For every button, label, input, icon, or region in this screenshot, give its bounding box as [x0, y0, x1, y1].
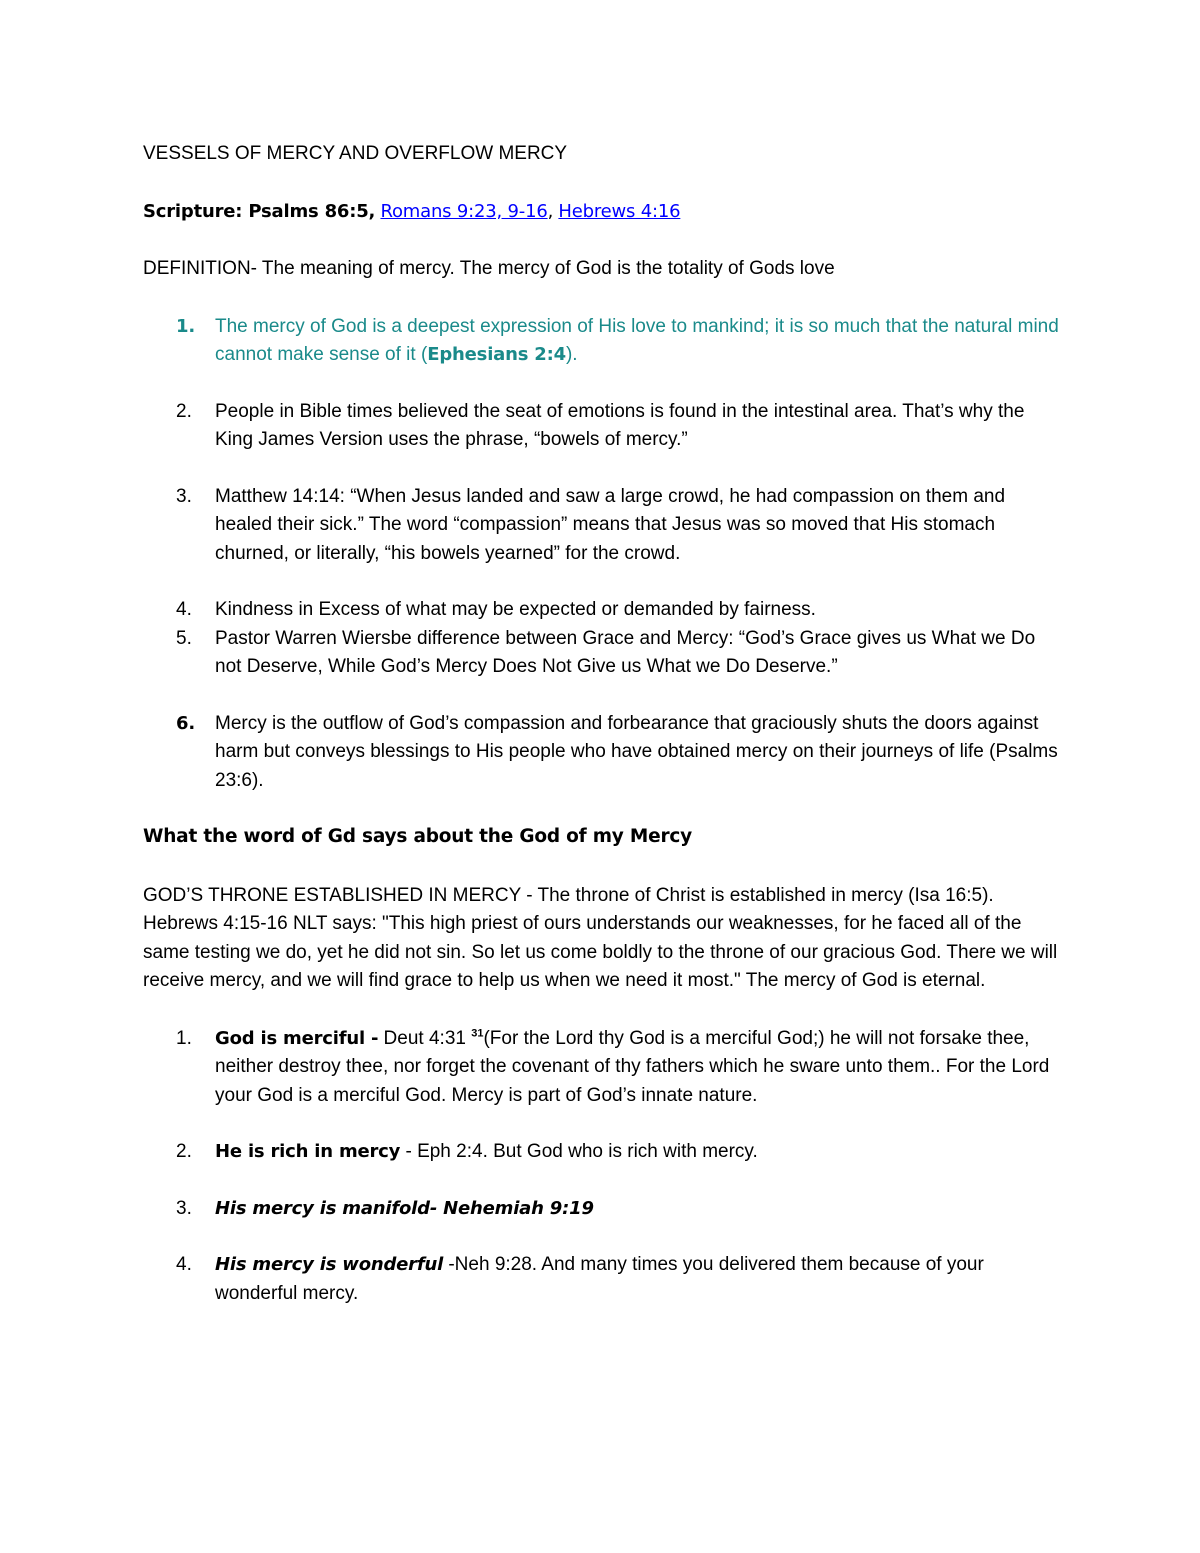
ephesians-reference: Ephesians 2:4 — [427, 344, 566, 365]
list-text — [215, 1251, 1063, 1308]
list-bold-lead: He is rich in mercy — [215, 1141, 401, 1162]
list-bold-lead: His mercy is wonderful — [215, 1254, 444, 1275]
list-number: 1. — [176, 315, 195, 337]
list-text — [215, 1025, 1063, 1111]
list-item — [143, 483, 1063, 569]
list-item — [143, 625, 1063, 682]
verse-number: 31 — [471, 1027, 484, 1040]
list-number: 2. — [176, 1141, 192, 1162]
list-item — [143, 596, 1063, 625]
list-item — [143, 398, 1063, 455]
list-number: 4. — [176, 599, 192, 620]
list-text-part: -Neh 9:28. And many times you delivered them because of your wonderful mercy. — [215, 1254, 984, 1304]
list-text: Kindness in Excess of what may be expected or demanded by fairness. — [215, 599, 816, 620]
list-text — [215, 1138, 1063, 1167]
list-number: 3. — [176, 485, 192, 507]
list-text — [215, 313, 1063, 370]
list-number: 4. — [176, 1254, 192, 1275]
list-text-part: The mercy of God is a deepest expression of His love to mankind; it is so much that the natural mind cannot make sense of it ( — [215, 315, 1059, 365]
list-text: Pastor Warren Wiersbe difference between Grace and Mercy: “God’s Grace gives us What we Do not Deserve, While God’s Mercy Does Not Give us What we Do Deserve.” — [215, 627, 1036, 677]
list-text: Matthew 14:14: “When Jesus landed and saw a large crowd, he had compassion on them and healed their sick.” The word “compassion” means that Jesus was so moved that His stomach churned, or literally, “his bowels yearned” for the crowd. — [215, 485, 1006, 564]
list-text: His mercy is manifold- Nehemiah 9:19 — [215, 1197, 594, 1219]
list-number: 3. — [176, 1197, 192, 1219]
list-text: People in Bible times believed the seat of emotions is found in the intestinal area. That’s why the King James Version uses the phrase, “bowels of mercy.” — [215, 400, 1025, 450]
list-item — [143, 710, 1063, 796]
list-text: Mercy is the outflow of God’s compassion and forbearance that graciously shuts the doors against harm but conveys blessings to His people who have obtained mercy on their journeys of life (Psalms 23:6). — [215, 712, 1058, 791]
list-bold-lead: God is merciful - — [215, 1027, 379, 1049]
list-item — [143, 1025, 1063, 1111]
definition-paragraph: DEFINITION- The meaning of mercy. The mercy of God is the totality of Gods love — [143, 258, 835, 279]
list-text-part: Deut 4:31 — [378, 1027, 472, 1049]
list-text-part: - Eph 2:4. But God who is rich with mercy. — [400, 1141, 758, 1162]
scripture-line — [143, 198, 1063, 227]
romans-link[interactable]: Romans 9:23, 9-16 — [380, 200, 548, 222]
section-heading: What the word of Gd says about the God of my Mercy — [143, 826, 693, 847]
throne-paragraph: GOD’S THRONE ESTABLISHED IN MERCY - The throne of Christ is established in mercy (Isa 16:5). Hebrews 4:15-16 NLT says: "This high priest of ours understands our weaknesses, for he faced all of the same testing we do, yet he did not sin. So let us come boldly to the throne of our gracious God. There we will receive mercy, and we will find grace to help us when we need it most." The mercy of God is eternal. — [143, 884, 1058, 991]
scripture-label: Scripture: Psalms 86:5, — [143, 200, 376, 222]
list-number: 1. — [176, 1027, 192, 1049]
list-text-part: (For the Lord thy God is a merciful God;) he will not forsake thee, neither destroy thee, nor forget the covenant of thy fathers which he sware unto them.. For the Lord your God is a merciful God. Mercy is part of God’s innate nature. — [215, 1027, 1050, 1106]
list-text-part: ). — [565, 344, 578, 365]
scripture-separator: , — [547, 200, 554, 222]
list-item — [143, 1195, 1063, 1224]
list-item — [143, 313, 1063, 370]
hebrews-link[interactable]: Hebrews 4:16 — [558, 200, 681, 222]
document-title: VESSELS OF MERCY AND OVERFLOW MERCY — [143, 143, 568, 164]
document-body — [143, 140, 1063, 1336]
list-number: 6. — [176, 712, 195, 734]
list-item — [143, 1138, 1063, 1167]
list-number: 2. — [176, 400, 192, 422]
list-number: 5. — [176, 627, 192, 649]
list-item — [143, 1251, 1063, 1308]
